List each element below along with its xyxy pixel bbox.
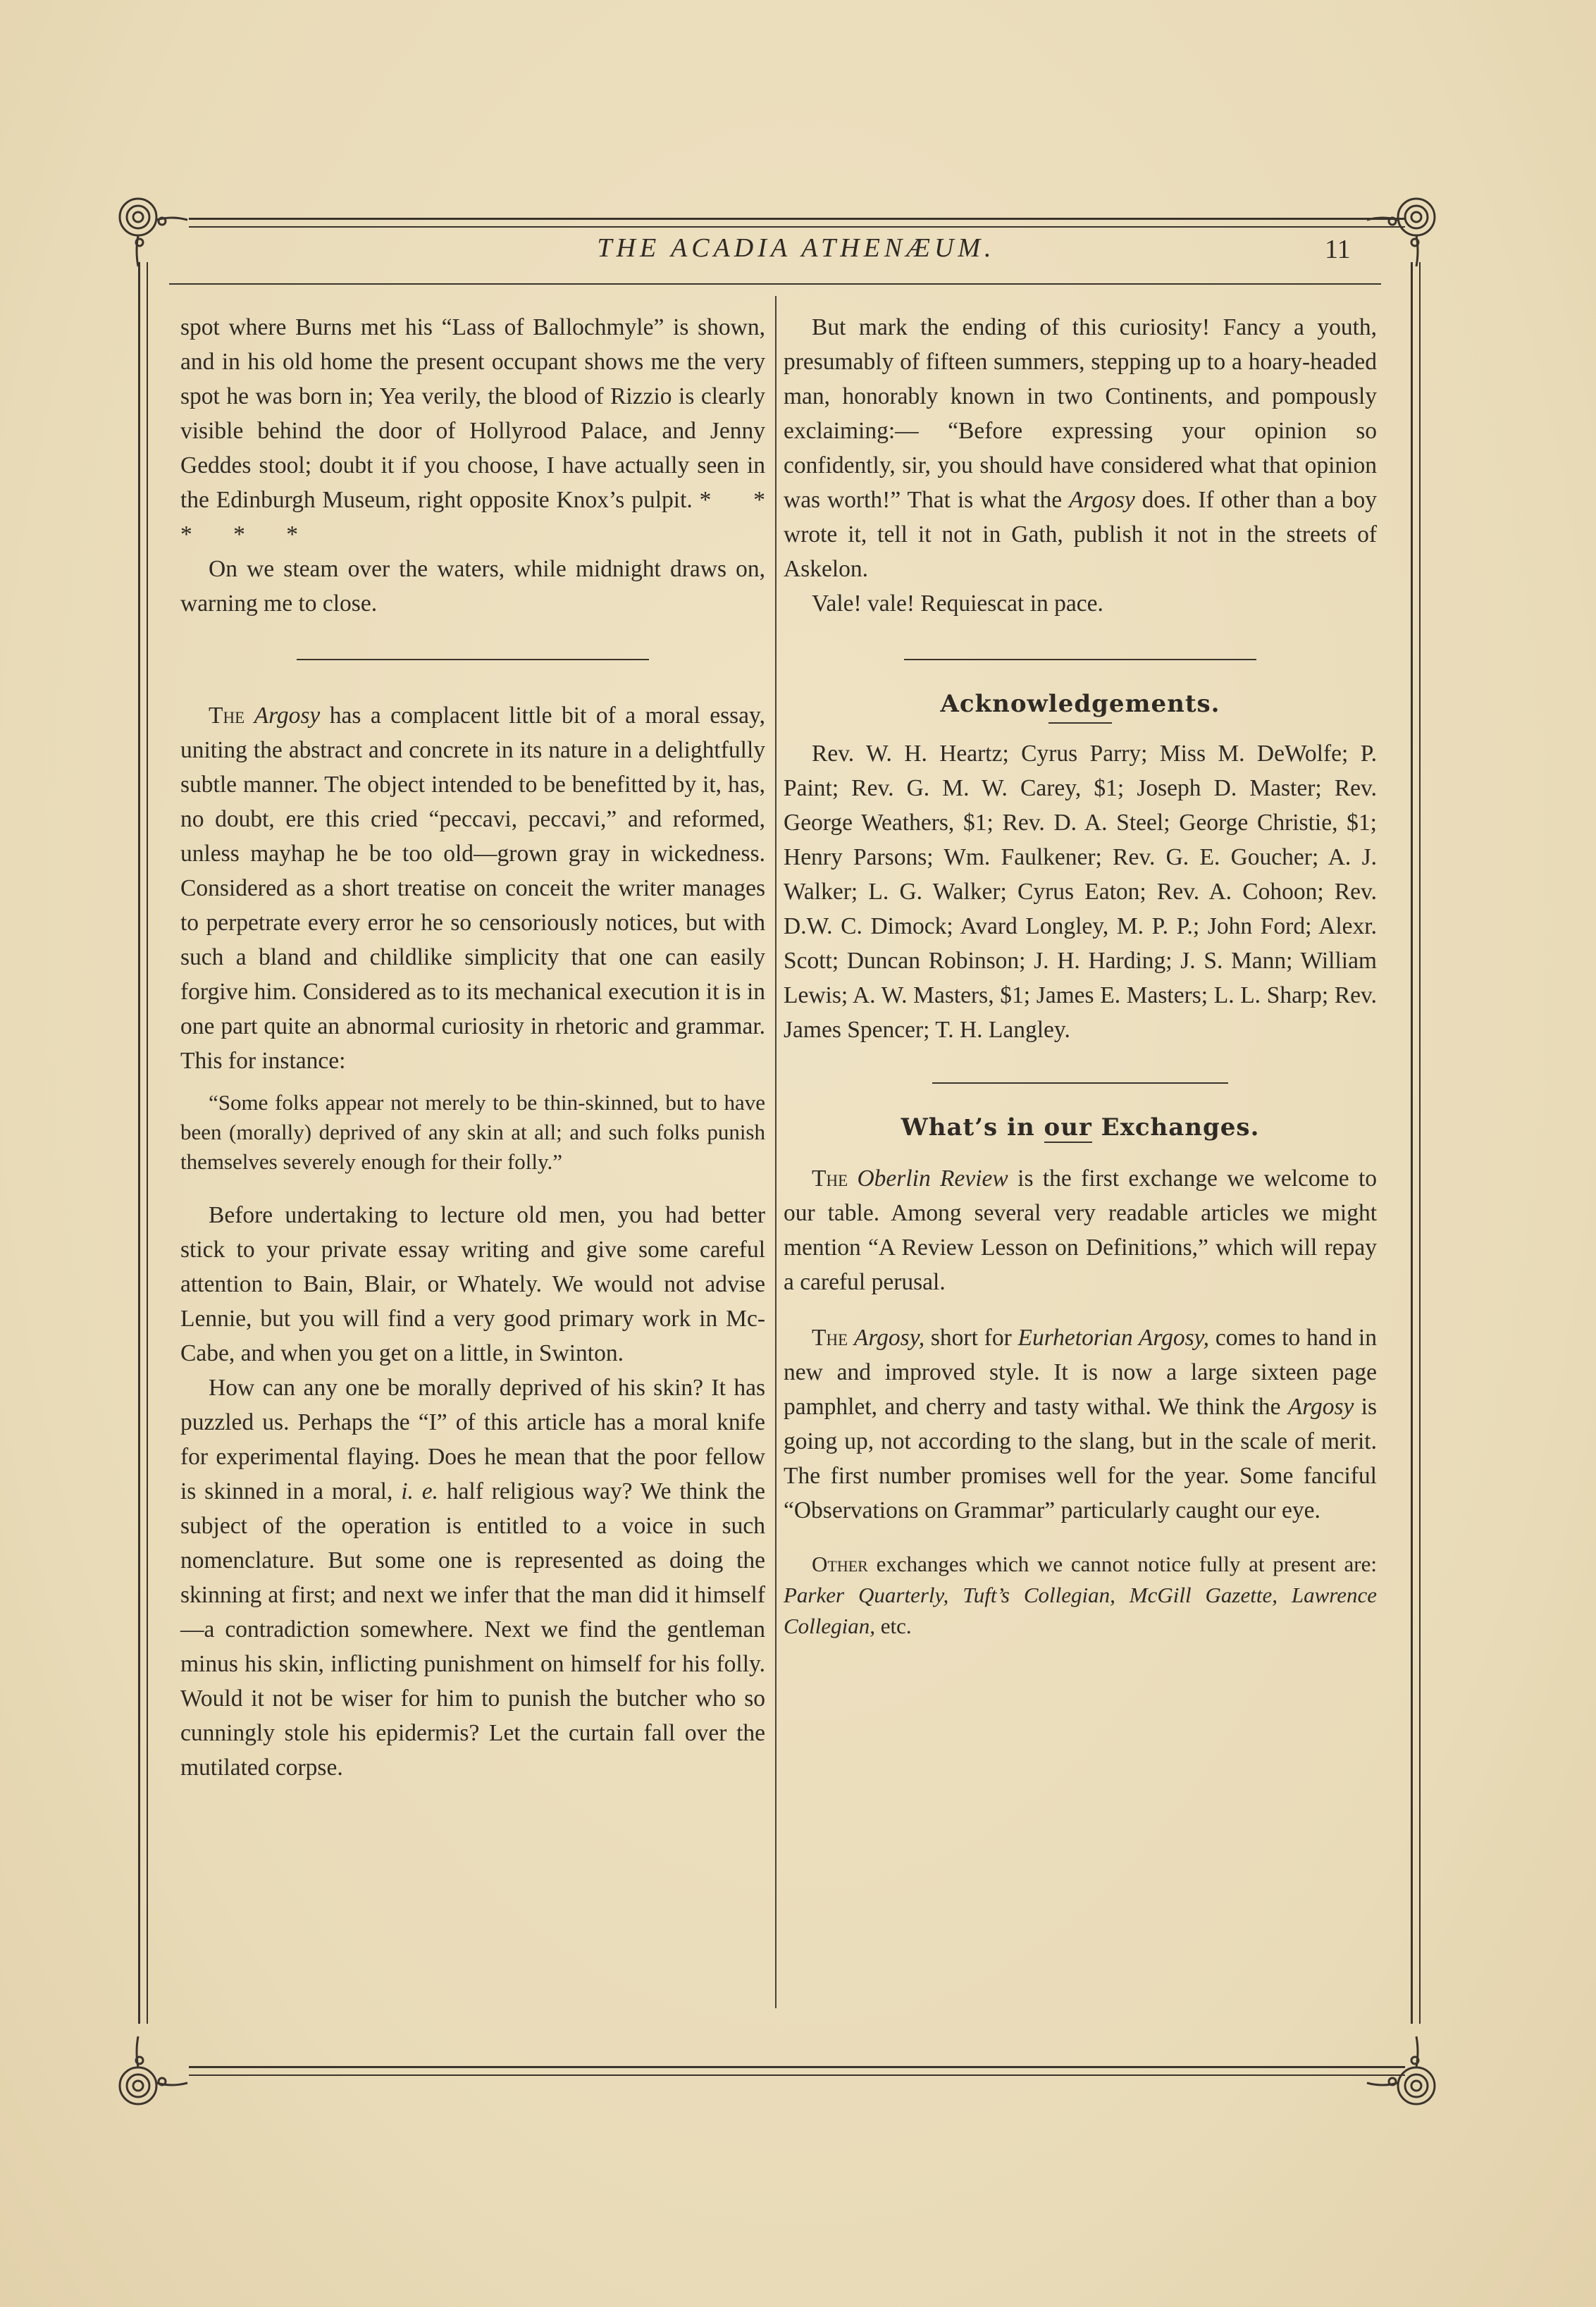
heading-part: our: [1044, 1113, 1092, 1142]
publication-name: Oberlin Review: [857, 1165, 1008, 1192]
left-column: [180, 310, 765, 1785]
publication-name: Argosy: [1287, 1394, 1354, 1420]
section-rule: [932, 1082, 1228, 1084]
publication-name: Argosy,: [853, 1325, 925, 1351]
heading-part: What’s in: [901, 1113, 1035, 1142]
quoted-passage: “Some folks appear not merely to be thin-skinned, but to have been (morally) deprived of any skin at all; and such folks punish themselves severely enough for their folly.”: [180, 1090, 765, 1174]
publication-full-name: Eurhetorian Argosy,: [1017, 1325, 1210, 1351]
corner-scroll-ornament-icon: [110, 2029, 194, 2114]
frame-right-rule: [1411, 262, 1413, 2024]
heading-part: Exchanges.: [1101, 1113, 1260, 1142]
heading-underline: [1048, 722, 1112, 724]
etc-text: etc.: [880, 1614, 912, 1638]
frame-top-rule: [189, 218, 1405, 220]
corner-scroll-ornament-icon: [110, 189, 194, 273]
acknowledgements-list: Rev. W. H. Heartz; Cyrus Parry; Miss M. DeWolfe; P. Paint; Rev. G. M. W. Carey, $1; Joseph D. Master; Rev. George Weathers, $1; Rev. D. A. Steel; George Christie, $1; Henry Parsons; Wm. Faulkener; Rev. G. E. Goucher; A. J. Walker; L. G. Walker; Cyrus Eaton; Rev. A. Cohoon; Rev. D.W. C. Dimock; Avard Longley, M. P. P.; John Ford; Alexr. Scott; Duncan Robinson; J. H. Harding; J. S. Mann; William Lewis; A. W. Masters, $1; James E. Masters; L. L. Sharp; Rev. James Spencer; T. H. Langley.: [784, 741, 1377, 1043]
section-stars: * * * * *: [180, 487, 765, 548]
column-divider: [775, 296, 777, 2008]
argosy-text: has a complacent little bit of a moral essay, uniting the abstract and concrete in its nature in a delightfully subtle manner. The object intended to be benefitted by it, has, no doubt, ere this cried “peccavi, peccavi,” and reformed, unless mayhap he be too old—grown gray in wickedness. Considered as a short treatise on conceit the writer manages to perpetrate every error he so censoriously notices, but with such a bland and childlike simplicity that one can easily forgive him. Considered as to its mechanical execution it is in one part quite an abnormal curiosity in rhetoric and grammar. This for instance:: [180, 703, 765, 1074]
frame-right-rule-inner: [1419, 262, 1421, 2024]
corner-scroll-ornament-icon: [1360, 2029, 1445, 2114]
skin-text-b: half religious way? We think the subject of the operation is entitled to a voice in such nomenclature. But some one is represented as doing the skinning at first; and next we infer that the man did it himself—a contradiction somewhere. Next we find the gentleman minus his skin, inflicting punishment on himself for his folly. Would it not be wiser for him to punish the butcher who so cunningly stole his epidermis? Let the curtain fall over the mutilated corpse.: [180, 1478, 765, 1781]
right-column: [784, 310, 1377, 1642]
frame-left-rule-inner: [147, 262, 148, 2024]
lead-word: Other: [812, 1552, 868, 1576]
advice-paragraph: Before undertaking to lecture old men, you had better stick to your private essay writing and give some careful attention to Bain, Blair, or Whately. We would not advise Lennie, but you will find a very good primary work in McCabe, and when you get on a little, in Swinton.: [180, 1202, 765, 1366]
other-exchanges-paragraph: [784, 1549, 1377, 1642]
page-number: 11: [1325, 235, 1351, 264]
exchanges-list: Parker Quarterly, Tuft’s Collegian, McGill Gazette, Lawrence Collegian,: [784, 1583, 1377, 1638]
ie-abbrev: i. e.: [401, 1478, 438, 1504]
argosy-review-text: short for: [930, 1325, 1012, 1351]
running-title: THE ACADIA ATHENÆUM.: [597, 233, 996, 263]
skin-paragraph: [180, 1371, 765, 1785]
lead-word: The: [812, 1325, 848, 1351]
skin-text-a: How can any one be morally deprived of his skin? It has puzzled us. Perhaps the “I” of this article has a moral knife for experimental flaying. Does he mean that the poor fellow is skinned in a moral,: [180, 1375, 765, 1504]
vale-line: Vale! vale! Requiescat in pace.: [812, 590, 1103, 617]
acknowledgements-heading: Acknowledgements.: [940, 690, 1220, 718]
publication-name: Argosy: [1069, 487, 1135, 513]
other-exchanges-text: exchanges which we cannot notice fully at present are:: [876, 1552, 1377, 1576]
header-rule: [169, 283, 1381, 285]
oberlin-paragraph: [784, 1161, 1377, 1299]
argosy-paragraph: [180, 698, 765, 1078]
closing-line: On we steam over the waters, while midnight draws on, warning me to close.: [180, 556, 765, 617]
publication-name: Argosy: [254, 703, 321, 729]
continued-paragraph: [180, 310, 765, 552]
ending-paragraph: [784, 310, 1377, 586]
corner-scroll-ornament-icon: [1360, 189, 1445, 273]
lead-word: The: [209, 703, 245, 729]
section-rule: [297, 659, 649, 660]
continued-text: spot where Burns met his “Lass of Ballochmyle” is shown, and in his old home the present occupant shows me the very spot he was born in; Yea verily, the blood of Rizzio is clearly visible behind the door of Hollyrood Palace, and Jenny Geddes stool; doubt it if you choose, I have actually seen in the Edinburgh Museum, right opposite Knox’s pulpit.: [180, 314, 765, 513]
ending-text-b: does. If other than a boy wrote it, tell it not in Gath, publish it not in the streets of Askelon.: [784, 487, 1378, 582]
argosy-review-text-b: is going up, not according to the slang, but in the scale of merit. The first number promises well for the year. Some fanciful “Observations on Grammar” particularly caught our eye.: [784, 1394, 1378, 1523]
lead-word: The: [812, 1165, 848, 1192]
frame-left-rule: [138, 262, 140, 2024]
oberlin-text: is the first exchange we welcome to our table. Among several very readable articles we might mention “A Review Lesson on Definitions,” which will repay a careful perusal.: [784, 1165, 1378, 1295]
argosy-review-paragraph: [784, 1321, 1377, 1528]
frame-bottom-rule: [189, 2066, 1405, 2068]
section-rule: [904, 659, 1256, 660]
frame-top-rule-inner: [189, 226, 1405, 228]
exchanges-heading: [784, 1112, 1377, 1143]
ending-text-a: But mark the ending of this curiosity! Fancy a youth, presumably of fifteen summers, stepping up to a hoary-headed man, honorably known in two Continents, and pompously exclaiming:— “Before expressing your opinion so confidently, sir, you should have considered what that opinion was worth!” That is what the: [784, 314, 1377, 513]
argosy-review-text-a: comes to hand in new and improved style. It is now a large sixteen page pamphlet, and cherry and tasty withal. We think the: [784, 1325, 1377, 1420]
frame-bottom-rule-inner: [189, 2074, 1405, 2076]
